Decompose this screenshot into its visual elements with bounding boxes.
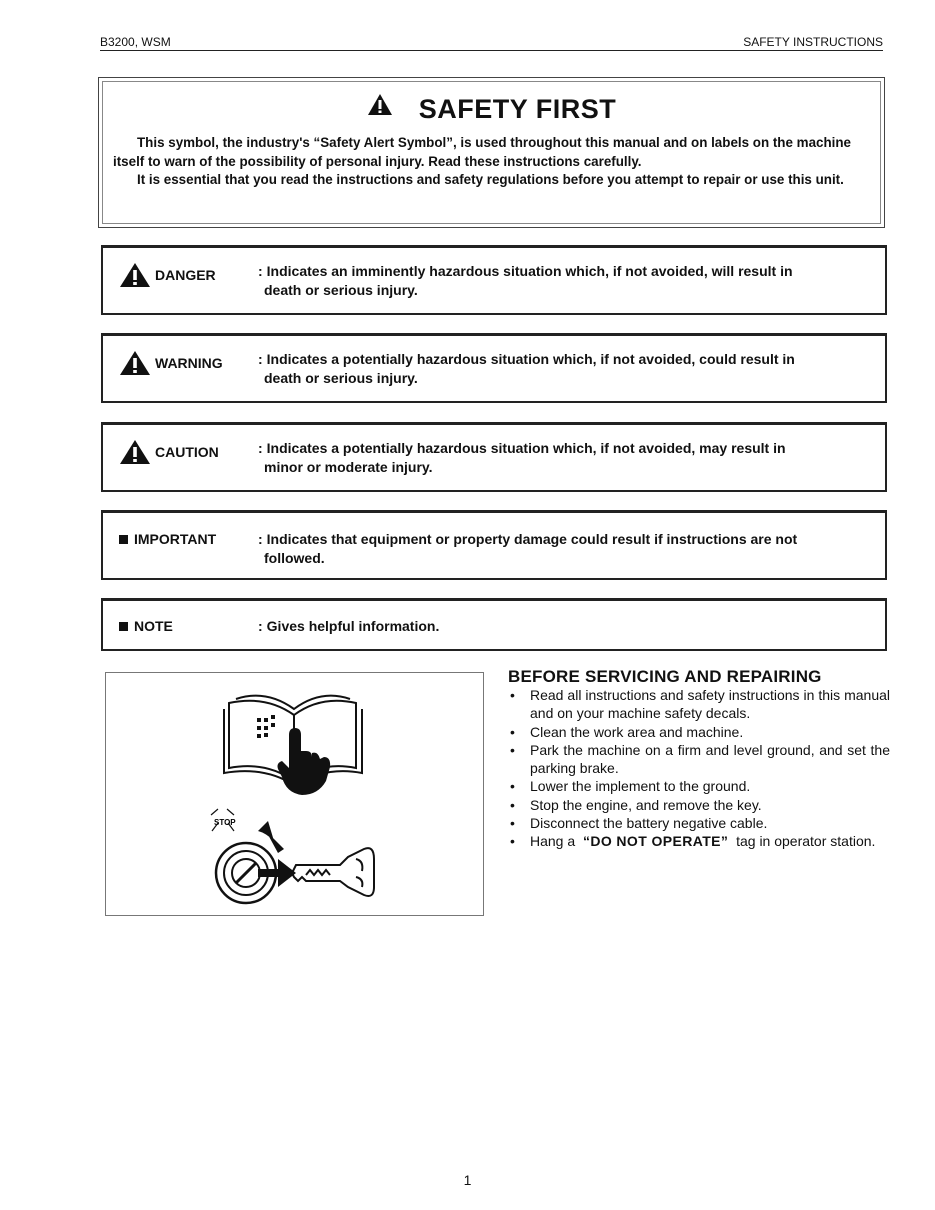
signal-box-danger [101,245,887,315]
signal-label-warning [119,350,223,376]
warning-desc-line1: Indicates a potentially hazardous situation which, if not avoided, could result in [266,351,795,367]
signal-label-caution [119,439,219,465]
signal-box-important [101,510,887,580]
black-square-icon [119,535,128,544]
signal-label-danger [119,262,216,288]
page-marks-icon [257,715,275,738]
signal-label-important [119,531,216,547]
safety-alert-icon [367,92,393,123]
stop-text: STOP [214,818,236,827]
do-not-operate-text: “DO NOT OPERATE” [582,833,729,850]
signal-label-note [119,618,173,634]
list-item [508,832,890,850]
key-icon [292,848,374,896]
safety-first-body [113,134,872,190]
caution-desc-line1: Indicates a potentially hazardous situation which, if not avoided, may result in [266,440,786,456]
list-item: • Disconnect the battery negative cable. [508,814,890,832]
signal-description-caution [258,439,871,476]
hang-tag-suffix: tag in operator station. [736,833,876,850]
important-desc-line1: Indicates that equipment or property damage could result if instructions are not [266,531,798,547]
safety-first-box [98,77,885,228]
note-desc-line1: Gives helpful information. [266,618,440,634]
manual-and-key-illustration [105,672,484,916]
safety-first-heading [99,94,884,126]
safety-alert-icon [119,439,151,465]
danger-desc-line1: Indicates an imminently hazardous situation which, if not avoided, will result in [266,263,793,279]
signal-word-danger: DANGER [155,267,216,283]
colon: : [258,263,263,279]
signal-word-warning: WARNING [155,355,223,371]
signal-description-warning [258,350,871,387]
signal-description-danger [258,262,871,299]
safety-first-paragraph-1: This symbol, the industry's “Safety Alert Symbol”, is used throughout this manual and on labels on the machine itself to warn of the possibility of personal injury. Read these instructions carefully. [113,135,851,169]
warning-desc-line2: death or serious injury. [264,369,418,386]
signal-description-note [258,617,871,636]
colon: : [258,531,263,547]
signal-box-caution [101,422,887,492]
hang-tag-prefix: Hang a [530,833,576,850]
list-item: • Read all instructions and safety instructions in this manual and on your machine safety decals. [508,686,890,723]
colon: : [258,440,263,456]
important-desc-line2: followed. [264,549,325,566]
safety-alert-icon [119,350,151,376]
signal-word-note: NOTE [134,618,173,634]
colon: : [258,618,263,634]
signal-word-caution: CAUTION [155,444,219,460]
safety-first-paragraph-2: It is essential that you read the instructions and safety regulations before you attempt to repair or use this unit. [137,172,844,187]
read-manual-remove-key-drawing [106,673,483,915]
signal-word-important: IMPORTANT [134,531,217,547]
list-item: • Lower the implement to the ground. [508,777,890,795]
list-item: • Park the machine on a firm and level ground, and set the parking brake. [508,741,890,778]
safety-first-title: SAFETY FIRST [418,94,617,124]
safety-alert-icon [119,262,151,288]
section-title-before-servicing: BEFORE SERVICING AND REPAIRING [508,667,822,686]
pointing-hand-icon [278,728,331,795]
colon: : [258,351,263,367]
right-arrow-icon [258,859,296,887]
list-item: • Stop the engine, and remove the key. [508,796,890,814]
header-section-title: SAFETY INSTRUCTIONS [743,35,883,49]
danger-desc-line2: death or serious injury. [264,281,418,298]
stop-label-icon [211,809,236,831]
before-servicing-list [508,686,890,851]
list-item: • Clean the work area and machine. [508,723,890,741]
caution-desc-line2: minor or moderate injury. [264,458,433,475]
page-number: 1 [463,1172,472,1188]
header-rule [100,50,883,51]
signal-box-note [101,598,887,651]
signal-box-warning [101,333,887,403]
signal-description-important [258,530,871,567]
header-manual-code: B3200, WSM [100,35,171,49]
black-square-icon [119,622,128,631]
